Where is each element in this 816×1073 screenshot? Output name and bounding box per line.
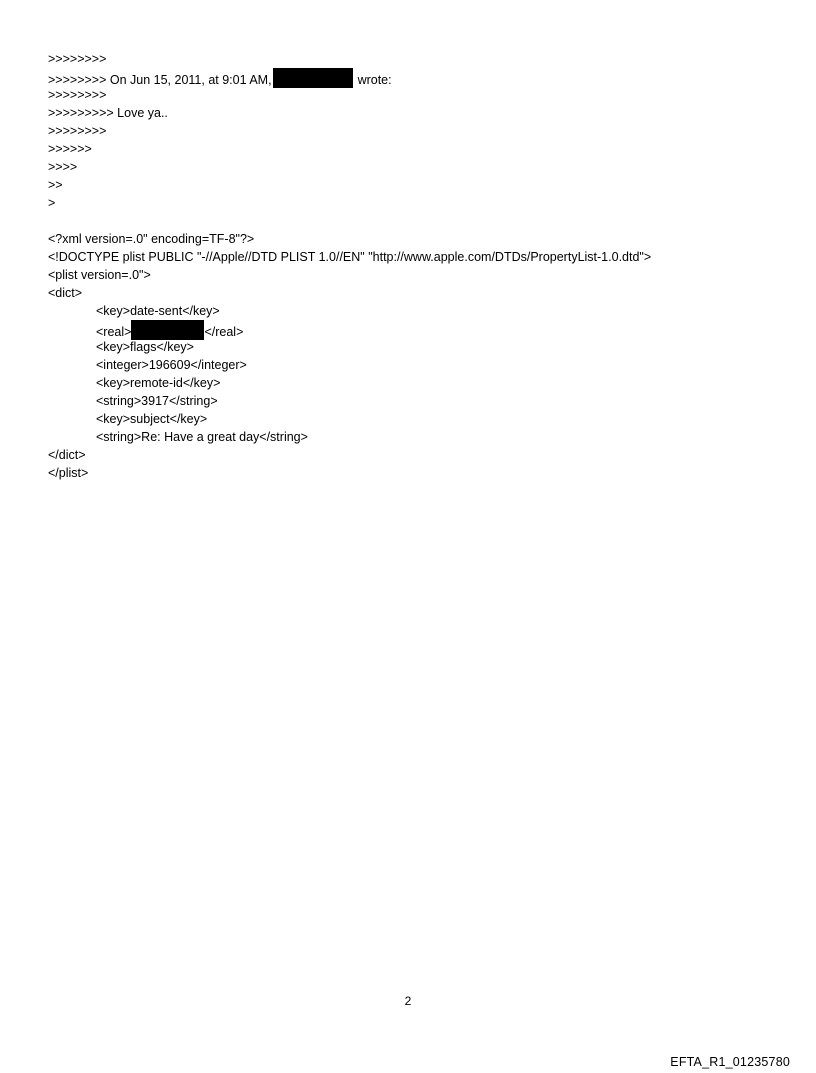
real-open-tag: <real> (96, 325, 132, 339)
quote-line: > (48, 196, 56, 210)
blank-line (48, 212, 788, 230)
quote-line: >>>>>> (48, 142, 92, 156)
page-number: 2 (404, 994, 412, 1008)
plist-key-remote-id: <key>remote-id</key> (96, 376, 221, 390)
dict-close-tag: </dict> (48, 448, 86, 462)
plist-close-tag: </plist> (48, 466, 89, 480)
key-date-sent-text: date-sent (130, 304, 183, 318)
plist-key-subject: <key>subject</key> (96, 412, 208, 426)
quote-message-line: >>>>>>>>> Love ya.. (48, 106, 168, 120)
quote-line: >>>> (48, 160, 78, 174)
key-open-tag: <key> (96, 304, 131, 318)
plist-string-remote-id: <string>3917</string> (96, 394, 218, 408)
quote-header-line (48, 68, 788, 86)
redacted-date-value (131, 320, 204, 340)
quote-header-text: >>>>>>>> On Jun 15, 2011, at 9:01 AM, (48, 73, 272, 87)
quote-header-wrote: wrote: (357, 73, 392, 87)
plist-open-tag: <plist version=.0"> (48, 268, 151, 282)
quote-line: >> (48, 178, 63, 192)
quote-line: >>>>>>>> (48, 124, 107, 138)
document-body (48, 50, 788, 482)
plist-string-subject: <string>Re: Have a great day</string> (96, 430, 308, 444)
xml-declaration: <?xml version=.0" encoding=TF-8"?> (48, 232, 255, 246)
plist-key-flags: <key>flags</key> (96, 340, 194, 354)
redacted-sender-name (273, 68, 353, 88)
plist-real-value (48, 320, 788, 338)
quote-line: >>>>>>>> (48, 88, 107, 102)
real-close-tag: </real> (204, 325, 244, 339)
dict-open-tag: <dict> (48, 286, 83, 300)
quote-line: >>>>>>>> (48, 52, 107, 66)
plist-integer-flags: <integer>196609</integer> (96, 358, 247, 372)
plist-key-date-sent (48, 302, 788, 320)
bates-number: EFTA_R1_01235780 (670, 1055, 790, 1069)
key-close-tag: </key> (182, 304, 220, 318)
plist-doctype: <!DOCTYPE plist PUBLIC "-//Apple//DTD PLIST 1.0//EN" "http://www.apple.com/DTDs/PropertyList-1.0.dtd"> (48, 250, 652, 264)
